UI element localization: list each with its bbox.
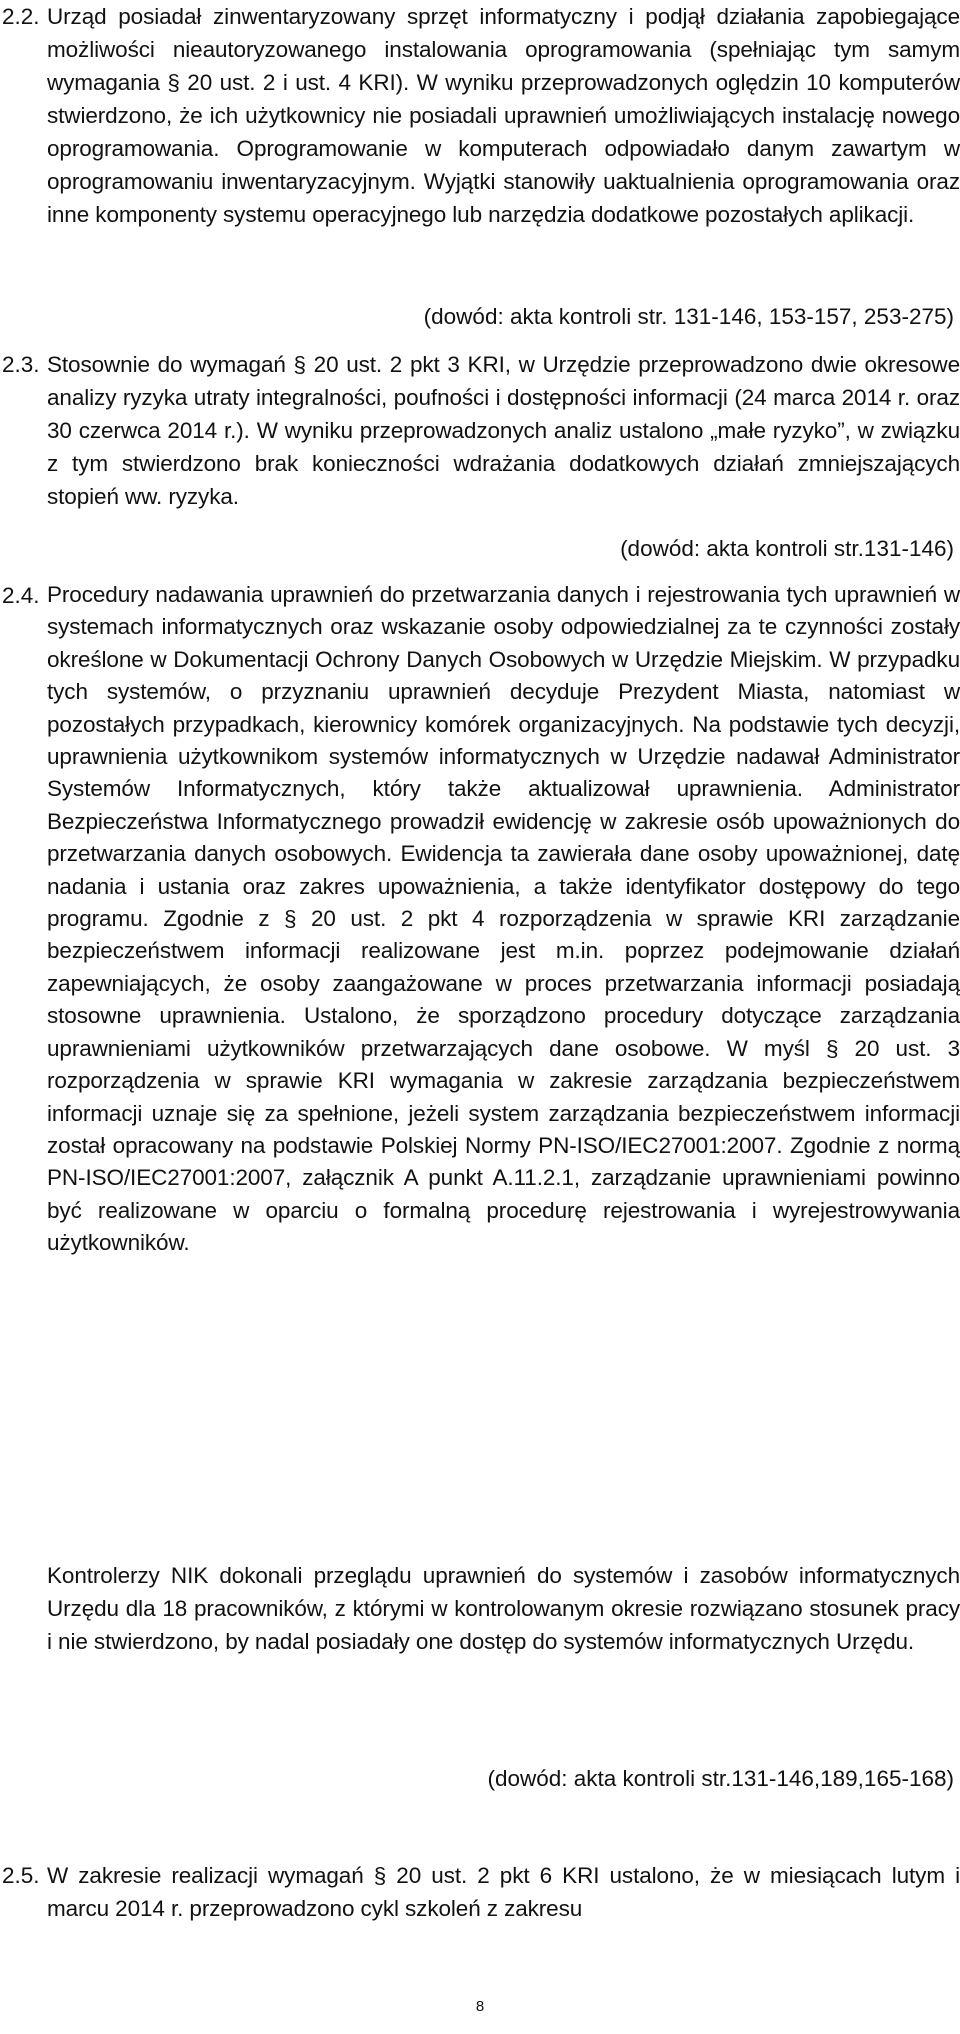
evidence-reference: (dowód: akta kontroli str.131-146) [620, 536, 954, 561]
evidence-reference: (dowód: akta kontroli str.131-146,189,165-168) [487, 1766, 954, 1791]
page-number: 8 [475, 1998, 485, 2015]
section-paragraph: W zakresie realizacji wymagań § 20 ust. 2 pkt 6 KRI ustalono, że w miesiącach lutym i marcu 2014 r. przeprowadzono cykl szkoleń z zakresu [47, 1863, 960, 1921]
section-paragraph: Stosownie do wymagań § 20 ust. 2 pkt 3 KRI, w Urzędzie przeprowadzono dwie okresowe analizy ryzyka utraty integralności, poufności i dostępności informacji (24 marca 2014 r. oraz 30 czerwca 2014 r.). W wyniku przeprowadzonych analiz ustalono „małe ryzyko”, w związku z tym stwierdzono brak konieczności wdrażania dodatkowych działań zmniejszających stopień ww. ryzyka. [47, 352, 960, 509]
section-paragraph-2: Kontrolerzy NIK dokonali przeglądu uprawnień do systemów i zasobów informatycznych Urzędu dla 18 pracowników, z którymi w kontrolowanym okresie rozwiązano stosunek pracy i nie stwierdzono, by nadal posiadały one dostęp do systemów informatycznych Urzędu. [47, 1563, 960, 1654]
evidence-reference: (dowód: akta kontroli str. 131-146, 153-157, 253-275) [423, 304, 954, 329]
section-paragraph: Procedury nadawania uprawnień do przetwarzania danych i rejestrowania tych uprawnień w systemach informatycznych oraz wskazanie osoby odpowiedzialnej za te czynności zostały określone w Dokumentacji Ochrony Danych Osobowych w Urzędzie Miejskim. W przypadku tych systemów, o przyznaniu uprawnień decyduje Prezydent Miasta, natomiast w pozostałych przypadkach, kierownicy komórek organizacyjnych. Na podstawie tych decyzji, uprawnienia użytkownikom systemów informatycznych w Urzędzie nadawał Administrator Systemów Informatycznych, który także aktualizował uprawnienia. Administrator Bezpieczeństwa Informatycznego prowadził ewidencję w zakresie osób upoważnionych do przetwarzania danych osobowych. Ewidencja ta zawierała dane osoby upoważnionej, datę nadania i ustania oraz zakres upoważnienia, a także identyfikator dostępowy do tego programu. Zgodnie z § 20 ust. 2 pkt 4 rozporządzenia w sprawie KRI zarządzanie bezpieczeństwem informacji realizowane jest m.in. poprzez podejmowanie działań zapewniających, że osoby zaangażowane w proces przetwarzania informacji posiadają stosowne uprawnienia. Ustalono, że sporządzono procedury dotyczące zarządzania uprawnieniami użytkowników przetwarzających dane osobowe. W myśl § 20 ust. 3 rozporządzenia w sprawie KRI wymagania w zakresie zarządzania bezpieczeństwem informacji uznaje się za spełnione, jeżeli system zarządzania bezpieczeństwem informacji został opracowany na podstawie Polskiej Normy PN-ISO/IEC27001:2007. Zgodnie z normą PN-ISO/IEC27001:2007, załącznik A punkt A.11.2.1, zarządzanie uprawnieniami powinno być realizowane w oparciu o formalną procedurę rejestrowania i wyrejestrowywania użytkowników. [47, 582, 960, 1256]
section-paragraph: Urząd posiadał zinwentaryzowany sprzęt informatyczny i podjął działania zapobiegające możliwości nieautoryzowanego instalowania oprogramowania (spełniając tym samym wymagania § 20 ust. 2 i ust. 4 KRI). W wyniku przeprowadzonych oględzin 10 komputerów stwierdzono, że ich użytkownicy nie posiadali uprawnień umożliwiających instalację nowego oprogramowania. Oprogramowanie w komputerach odpowiadało danym zawartym w oprogramowaniu inwentaryzacyjnym. Wyjątki stanowiły uaktualnienia oprogramowania oraz inne komponenty systemu operacyjnego lub narzędzia dodatkowe pozostałych aplikacji. [47, 4, 960, 227]
section-number: 2.2. [2, 4, 40, 29]
section-number: 2.4. [2, 583, 40, 608]
section-number: 2.3. [2, 352, 40, 377]
section-number: 2.5. [2, 1863, 40, 1888]
